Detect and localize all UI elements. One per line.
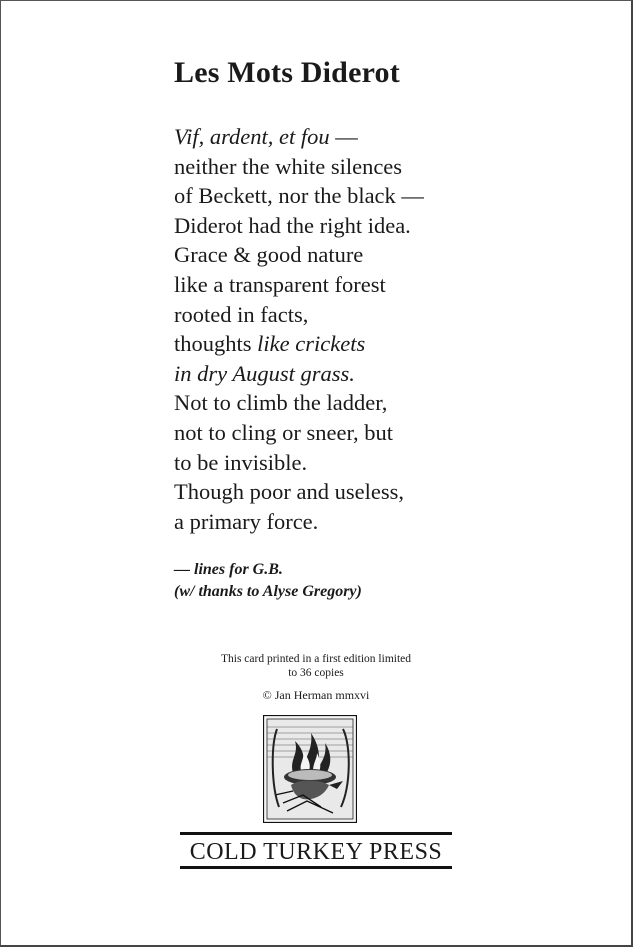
press-rule-bottom bbox=[180, 866, 452, 869]
poem-line-pre: neither the white silences bbox=[174, 153, 403, 179]
copyright-notice: © Jan Herman mmxvi bbox=[262, 688, 370, 702]
poem-line-pre: of Beckett, nor the black — bbox=[174, 183, 424, 209]
poem-line-pre: rooted in facts, bbox=[174, 301, 309, 327]
poem-line-pre: Though poor and useless, bbox=[174, 479, 404, 505]
poem-line-pre: Not to climb the ladder, bbox=[174, 390, 388, 416]
poem-line-pre: to be invisible. bbox=[174, 449, 308, 475]
poem-line-pre: Diderot had the right idea. bbox=[174, 212, 411, 238]
poem-line bbox=[174, 270, 424, 300]
poem-line bbox=[174, 448, 424, 478]
poem-line bbox=[174, 122, 424, 152]
poem-line bbox=[174, 507, 424, 537]
poem-line bbox=[174, 300, 424, 330]
press-rule-top bbox=[180, 832, 452, 835]
poem-line bbox=[174, 181, 424, 211]
poem-line-italic: like crickets bbox=[257, 331, 366, 357]
press-name: COLD TURKEY PRESS bbox=[189, 839, 443, 865]
poem-line bbox=[174, 240, 424, 270]
edition-note-line-1: This card printed in a first edition limited bbox=[220, 653, 412, 665]
poem-title: Les Mots Diderot bbox=[174, 56, 400, 89]
dedication-line-2: (w/ thanks to Alyse Gregory) bbox=[174, 583, 362, 600]
poem-line-pre: Grace & good nature bbox=[174, 242, 364, 268]
poem-line-pre: like a transparent forest bbox=[174, 271, 386, 297]
woodcut-emblem-icon bbox=[263, 715, 357, 823]
poem-line-pre: not to cling or sneer, but bbox=[174, 419, 394, 445]
poem-line bbox=[174, 152, 424, 182]
poem-line bbox=[174, 418, 424, 448]
poem-line bbox=[174, 359, 424, 389]
poem-body bbox=[174, 122, 424, 536]
poem-line-italic: Vif, ardent, et fou bbox=[174, 124, 330, 149]
poem-line bbox=[174, 477, 424, 507]
poem-line bbox=[174, 388, 424, 418]
poem-line bbox=[174, 329, 424, 359]
poem-line bbox=[174, 211, 424, 241]
dedication-line-1: — lines for G.B. bbox=[174, 561, 283, 578]
poem-line-italic: in dry August grass. bbox=[174, 360, 355, 386]
poem-line-pre: a primary force. bbox=[174, 508, 319, 534]
poem-line-pre: thoughts bbox=[174, 331, 258, 357]
edition-note-line-2: to 36 copies bbox=[288, 667, 344, 679]
dedication bbox=[174, 559, 362, 603]
poem-line-post: — bbox=[329, 124, 358, 149]
